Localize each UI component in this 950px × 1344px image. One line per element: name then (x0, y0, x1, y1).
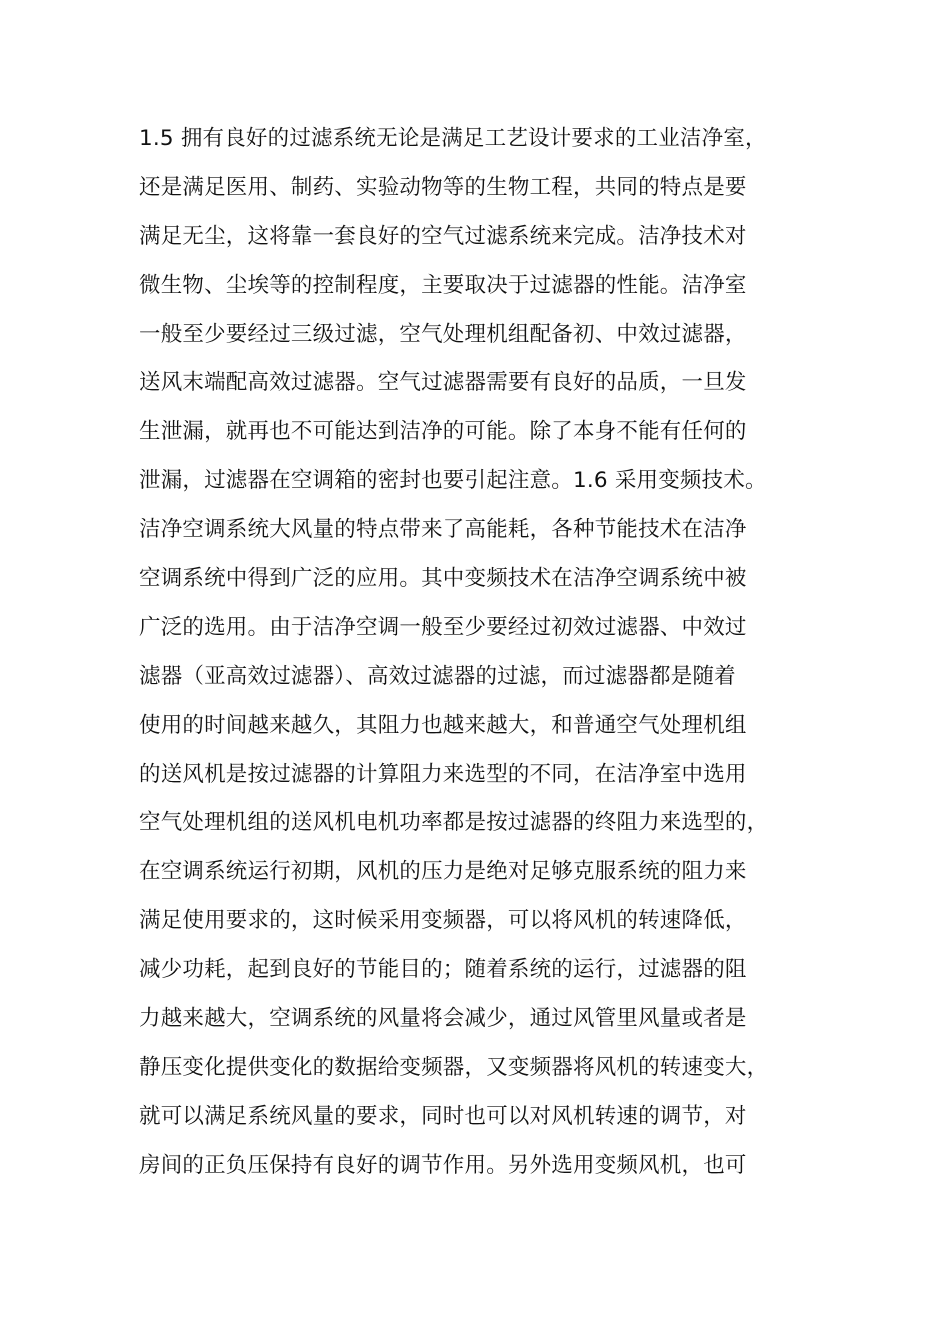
text-line: 1.5 拥有良好的过滤系统无论是满足工艺设计要求的工业洁净室， (139, 126, 767, 151)
text-line: 的送风机是按过滤器的计算阻力来选型的不同，在洁净室中选用 (139, 761, 747, 787)
text-line: 静压变化提供变化的数据给变频器，又变频器将风机的转速变大， (139, 1054, 769, 1080)
text-line: 在空调系统运行初期，风机的压力是绝对足够克服系统的阻力来 (139, 859, 747, 885)
text-line: 微生物、尘埃等的控制程度，主要取决于过滤器的性能。洁净室 (139, 272, 747, 298)
text-line: 满足使用要求的，这时候采用变频器，可以将风机的转速降低， (139, 908, 747, 934)
text-line: 还是满足医用、制药、实验动物等的生物工程，共同的特点是要 (139, 174, 747, 200)
text-line: 满足无尘，这将靠一套良好的空气过滤系统来完成。洁净技术对 (139, 223, 747, 249)
text-line: 生泄漏，就再也不可能达到洁净的可能。除了本身不能有任何的 (139, 419, 747, 445)
text-line: 广泛的选用。由于洁净空调一般至少要经过初效过滤器、中效过 (139, 614, 747, 640)
text-line: 泄漏，过滤器在空调箱的密封也要引起注意。1.6 采用变频技术。 (139, 468, 767, 494)
text-line: 洁净空调系统大风量的特点带来了高能耗，各种节能技术在洁净 (139, 517, 747, 543)
text-line: 房间的正负压保持有良好的调节作用。另外选用变频风机，也可 (139, 1152, 747, 1178)
text-line: 送风末端配高效过滤器。空气过滤器需要有良好的品质，一旦发 (139, 370, 747, 396)
text-line: 一般至少要经过三级过滤，空气处理机组配备初、中效过滤器， (139, 321, 747, 347)
text-line: 就可以满足系统风量的要求，同时也可以对风机转速的调节，对 (139, 1103, 747, 1129)
text-line: 使用的时间越来越久，其阻力也越来越大，和普通空气处理机组 (139, 712, 747, 738)
text-line: 力越来越大，空调系统的风量将会减少，通过风管里风量或者是 (139, 1006, 747, 1032)
text-line: 减少功耗，起到良好的节能目的；随着系统的运行，过滤器的阻 (139, 957, 747, 983)
text-line: 空调系统中得到广泛的应用。其中变频技术在洁净空调系统中被 (139, 566, 747, 592)
text-line: 空气处理机组的送风机电机功率都是按过滤器的终阻力来选型的， (139, 810, 769, 836)
text-line: 滤器（亚高效过滤器）、高效过滤器的过滤，而过滤器都是随着 (139, 663, 736, 689)
body-paragraph (139, 115, 819, 1191)
